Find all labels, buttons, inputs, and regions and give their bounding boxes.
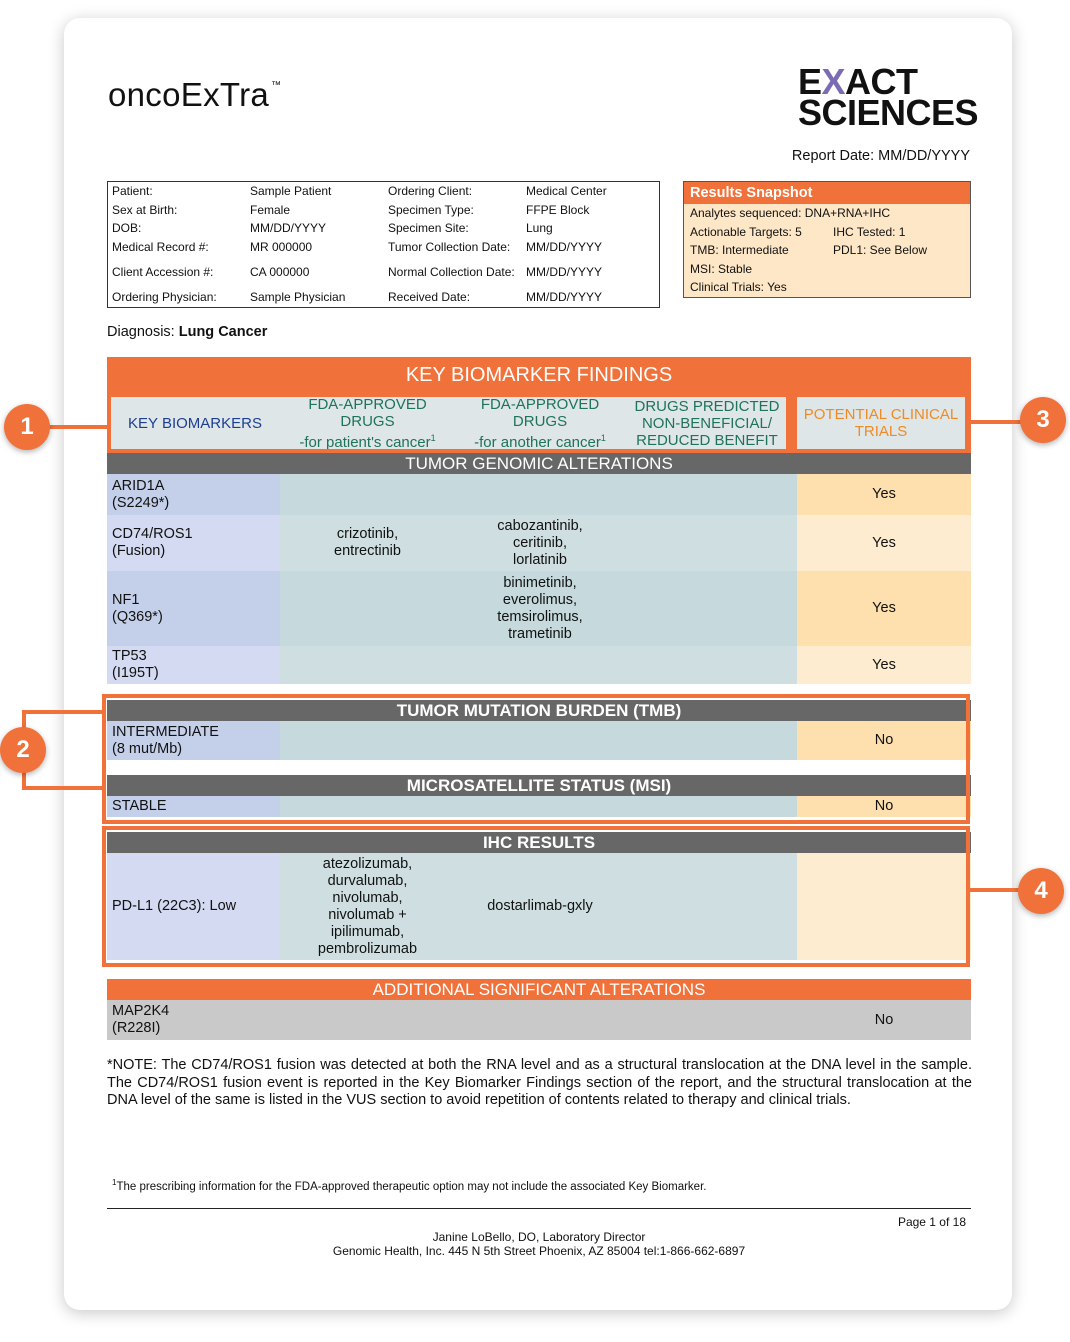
tmb-value: INTERMEDIATE (8 mut/Mb) [107, 721, 280, 760]
callout-3-leader [971, 420, 1023, 424]
trial-arid1a: Yes [797, 474, 971, 515]
col-key-biomarkers: KEY BIOMARKERS [110, 397, 280, 449]
ihc-fda-patient: atezolizumab, durvalumab, nivolumab, nivolumab + ipilimumab, pembrolizumab [317, 855, 418, 957]
ihc-fda-another: dostarlimab-gxly [487, 898, 593, 914]
trial-map2k4: No [874, 1011, 894, 1028]
callout-1-leader [46, 425, 108, 429]
trial-nf1: Yes [797, 571, 971, 646]
callout-2-bracket-bottom [22, 786, 102, 790]
additional-alterations-bar: ADDITIONAL SIGNIFICANT ALTERATIONS [107, 979, 971, 1000]
callout-4-badge: 4 [1018, 868, 1064, 914]
page-number: Page 1 of 18 [897, 1215, 966, 1229]
report-date: Report Date: MM/DD/YYYY [791, 148, 970, 164]
callout-4-leader [970, 888, 1022, 892]
table-row [280, 474, 797, 515]
exact-sciences-logo: EXACT SCIENCES [798, 61, 979, 133]
biomarker-cd74-ros1: CD74/ROS1 (Fusion) [107, 515, 280, 571]
results-snapshot: Results Snapshot Analytes sequenced: DNA+RNA+IHC Actionable Targets: 5 IHC Tested: 1 TMB: Intermediate PDL1: See Below MSI: Stable Clinical Trials: Yes [683, 181, 971, 298]
fda-another-cd74: cabozantinib, ceritinib, lorlatinib [497, 517, 583, 568]
tmb-title-bar: TUMOR MUTATION BURDEN (TMB) [107, 700, 971, 721]
col-clinical-trials: POTENTIAL CLINICAL TRIALS [797, 397, 965, 449]
fda-patient-cd74: crizotinib, entrectinib [334, 526, 401, 559]
trial-cd74: Yes [797, 515, 971, 571]
footer-director: Janine LoBello, DO, Laboratory Director Genomic Health, Inc. 445 N 5th Street Phoenix, AZ 85004 tel:1-866-662-6897 [332, 1230, 746, 1258]
patient-info-table: Patient: Sample Patient Ordering Client: Medical Center Sex at Birth: Female Specimen Type: FFPE Block DOB: MM/DD/YYYY Specimen Site: Lung Medical Record #: MR 000000 Tumor Collection Date: MM/DD/YYYY Client Accession #: CA 000000 Normal Collection Date: MM/DD/YYYY Ordering Physician: Sample Physician Received Date: MM/DD/YYYY [112, 184, 607, 305]
oncoextra-logo: oncoExTra ™ [108, 76, 282, 113]
tmb-trial: No [797, 721, 971, 760]
ihc-title-bar: IHC RESULTS [107, 832, 971, 853]
col-fda-another: FDA-APPROVED DRUGS -for another cancer$^1$ [455, 397, 625, 449]
fda-another-nf1: binimetinib, everolimus, temsirolimus, trametinib [497, 574, 583, 642]
col-fda-patient: FDA-APPROVED DRUGS -for patient's cancer$^1$ [280, 397, 455, 449]
clinical-trials-highlight [790, 391, 971, 453]
msi-trial: No [797, 796, 971, 817]
diagnosis: Diagnosis: Lung Cancer [107, 324, 268, 340]
callout-1-badge: 1 [4, 404, 50, 450]
snapshot-title: Results Snapshot [684, 182, 970, 204]
msi-value: STABLE [107, 796, 280, 817]
key-biomarker-findings-title: KEY BIOMARKER FINDINGS [107, 357, 971, 391]
tumor-genomic-alterations-bar: TUMOR GENOMIC ALTERATIONS [107, 453, 971, 474]
callout-2-badge: 2 [0, 727, 46, 773]
callout-2-bracket-top [22, 710, 102, 714]
biomarker-nf1: NF1 (Q369*) [107, 571, 280, 646]
table-row [280, 646, 797, 684]
biomarker-map2k4: MAP2K4 (R228I) [112, 1003, 170, 1036]
biomarker-arid1a: ARID1A (S2249*) [107, 474, 280, 515]
column-headers-highlight [107, 391, 790, 453]
fusion-note: *NOTE: The CD74/ROS1 fusion was detected at both the RNA level and as a structural translocation at the DNA level in the sample. The CD74/ROS1 fusion event is reported in the Key Biomarker Findings section of the report, and the structural translocation at the DNA level of the same is listed in the VUS section to avoid repetition of contents related to therapy and clinical trials. [107, 1057, 972, 1108]
footer-rule [107, 1208, 971, 1209]
col-drugs-predicted: DRUGS PREDICTED NON-BENEFICIAL/ REDUCED BENEFIT [625, 397, 789, 449]
biomarker-tp53: TP53 (I195T) [107, 646, 280, 684]
patient-info-box [107, 181, 660, 308]
trial-tp53: Yes [797, 646, 971, 684]
msi-title-bar: MICROSATELLITE STATUS (MSI) [107, 775, 971, 796]
ihc-pdl1: PD-L1 (22C3): Low [107, 853, 280, 960]
footnote: $^1$The prescribing information for the FDA-approved therapeutic option may not include the associated Key Biomarker. [112, 1178, 707, 1193]
ihc-highlight [102, 826, 970, 967]
tmb-msi-highlight [102, 694, 970, 824]
callout-3-badge: 3 [1020, 397, 1066, 443]
